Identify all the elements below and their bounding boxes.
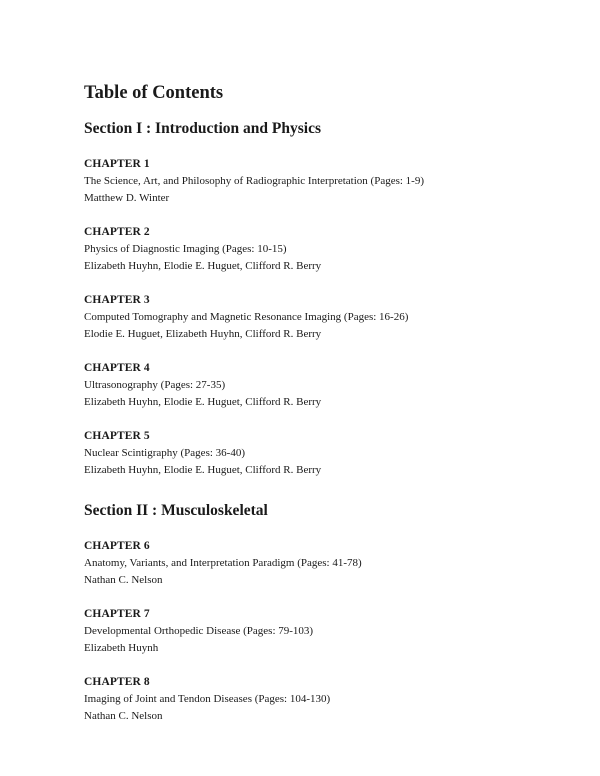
chapter-authors: Elizabeth Huyhn, Elodie E. Huguet, Clifford R. Berry <box>84 464 322 476</box>
chapter-authors: Nathan C. Nelson <box>84 710 163 722</box>
chapter-title: Nuclear Scintigraphy (Pages: 36-40) <box>84 447 245 459</box>
chapter-label: CHAPTER 8 <box>84 676 150 688</box>
chapter-authors: Elizabeth Huyhn, Elodie E. Huguet, Clifford R. Berry <box>84 260 322 272</box>
chapter-authors: Nathan C. Nelson <box>84 574 163 586</box>
chapter-entry <box>84 606 564 657</box>
chapter-label: CHAPTER 5 <box>84 430 150 442</box>
chapter-entry <box>84 428 564 479</box>
chapter-authors: Elodie E. Huguet, Elizabeth Huyhn, Clifford R. Berry <box>84 328 322 340</box>
section-2 <box>84 501 564 725</box>
section-title: Section II : Musculoskeletal <box>84 502 268 519</box>
chapter-entry <box>84 224 564 275</box>
chapter-label: CHAPTER 3 <box>84 294 150 306</box>
chapter-authors: Elizabeth Huynh <box>84 642 159 654</box>
chapter-title: Ultrasonography (Pages: 27-35) <box>84 379 226 391</box>
chapter-entry <box>84 292 564 343</box>
chapter-title: Physics of Diagnostic Imaging (Pages: 10-15) <box>84 243 287 255</box>
chapter-label: CHAPTER 7 <box>84 608 150 620</box>
chapter-title: Developmental Orthopedic Disease (Pages: 79-103) <box>84 625 314 637</box>
toc-content <box>84 82 564 725</box>
section-1 <box>84 119 564 479</box>
chapter-label: CHAPTER 6 <box>84 540 150 552</box>
chapter-entry <box>84 538 564 589</box>
chapter-title: Anatomy, Variants, and Interpretation Paradigm (Pages: 41-78) <box>84 557 362 569</box>
chapter-entry <box>84 360 564 411</box>
chapter-title: The Science, Art, and Philosophy of Radiographic Interpretation (Pages: 1-9) <box>84 175 424 187</box>
chapter-title: Imaging of Joint and Tendon Diseases (Pages: 104-130) <box>84 693 331 705</box>
chapter-title: Computed Tomography and Magnetic Resonance Imaging (Pages: 16-26) <box>84 311 409 323</box>
chapter-label: CHAPTER 1 <box>84 158 150 170</box>
chapter-authors: Matthew D. Winter <box>84 192 170 204</box>
chapter-entry <box>84 156 564 207</box>
chapter-label: CHAPTER 2 <box>84 226 150 238</box>
chapter-entry <box>84 674 564 725</box>
section-title: Section I : Introduction and Physics <box>84 120 321 137</box>
chapter-label: CHAPTER 4 <box>84 362 150 374</box>
toc-title: Table of Contents <box>84 83 224 103</box>
chapter-authors: Elizabeth Huyhn, Elodie E. Huguet, Clifford R. Berry <box>84 396 322 408</box>
